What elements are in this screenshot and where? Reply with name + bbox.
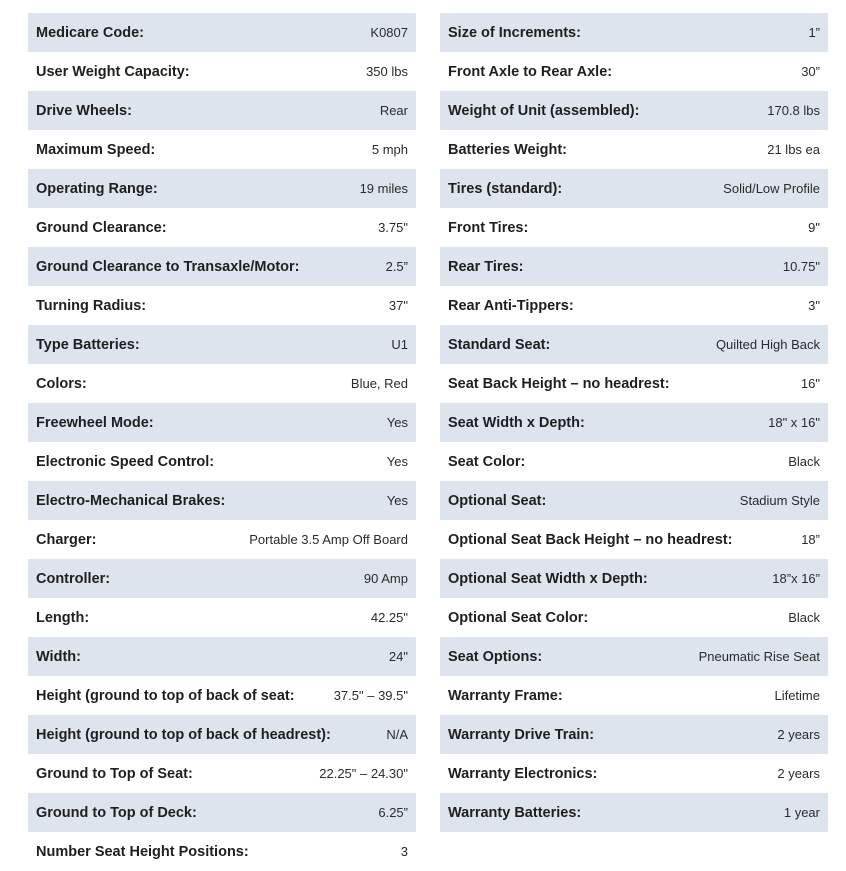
spec-label: Warranty Electronics: <box>448 765 598 782</box>
spec-value: 18”x 16” <box>772 571 820 586</box>
spec-row <box>28 247 416 286</box>
spec-value: 30” <box>801 64 820 79</box>
spec-value: 16" <box>800 376 820 391</box>
spec-label: Weight of Unit (assembled): <box>448 102 640 119</box>
spec-label: Ground to Top of Deck: <box>36 804 197 821</box>
spec-label: Number Seat Height Positions: <box>36 843 249 860</box>
spec-row <box>440 442 828 481</box>
spec-label: Seat Options: <box>448 648 543 665</box>
spec-label: Type Batteries: <box>36 336 140 353</box>
spec-value: Solid/Low Profile <box>723 181 820 196</box>
spec-row <box>28 13 416 52</box>
spec-value: 22.25" – 24.30" <box>319 766 408 781</box>
spec-value: 2 years <box>777 727 820 742</box>
spec-label: Turning Radius: <box>36 297 147 314</box>
spec-value: Rear <box>379 103 408 118</box>
spec-value: 6.25” <box>378 805 408 820</box>
spec-value: 37.5" – 39.5" <box>333 688 408 703</box>
spec-label: Electro-Mechanical Brakes: <box>36 492 226 509</box>
spec-label: Seat Back Height – no headrest: <box>448 375 670 392</box>
spec-row <box>28 325 416 364</box>
spec-value: 90 Amp <box>363 571 408 586</box>
spec-value: 350 lbs <box>366 64 408 79</box>
spec-row <box>28 442 416 481</box>
spec-value: Blue, Red <box>350 376 408 391</box>
spec-row <box>440 13 828 52</box>
spec-label: Maximum Speed: <box>36 141 156 158</box>
spec-row <box>28 598 416 637</box>
spec-label: Warranty Batteries: <box>448 804 582 821</box>
spec-label: Height (ground to top of back of seat: <box>36 687 295 704</box>
spec-label: Operating Range: <box>36 180 158 197</box>
spec-value: 9" <box>808 220 820 235</box>
spec-label: Warranty Drive Train: <box>448 726 595 743</box>
spec-label: User Weight Capacity: <box>36 63 190 80</box>
spec-label: Length: <box>36 609 90 626</box>
spec-row <box>28 208 416 247</box>
spec-row <box>440 286 828 325</box>
spec-row <box>440 754 828 793</box>
spec-row <box>440 676 828 715</box>
spec-value: Black <box>788 454 820 469</box>
spec-label: Standard Seat: <box>448 336 551 353</box>
spec-value: Yes <box>386 493 408 508</box>
spec-value: Portable 3.5 Amp Off Board <box>249 532 408 547</box>
spec-row <box>28 286 416 325</box>
spec-label: Warranty Frame: <box>448 687 563 704</box>
spec-label: Medicare Code: <box>36 24 144 41</box>
spec-label: Charger: <box>36 531 97 548</box>
spec-value: K0807 <box>370 25 408 40</box>
spec-value: 42.25" <box>370 610 408 625</box>
spec-label: Ground to Top of Seat: <box>36 765 193 782</box>
spec-value: Stadium Style <box>739 493 820 508</box>
spec-row <box>28 793 416 832</box>
spec-row <box>28 715 416 754</box>
spec-value: 37" <box>388 298 408 313</box>
spec-value: 21 lbs ea <box>767 142 820 157</box>
spec-value: Quilted High Back <box>715 337 820 352</box>
spec-value: 2 years <box>777 766 820 781</box>
spec-label: Ground Clearance: <box>36 219 167 236</box>
spec-value: 3" <box>808 298 820 313</box>
spec-value: 1 year <box>783 805 820 820</box>
spec-value: Yes <box>386 415 408 430</box>
spec-value: 1” <box>808 25 820 40</box>
specs-table-right <box>440 13 828 832</box>
spec-value: 3.75" <box>378 220 408 235</box>
spec-label: Optional Seat Back Height – no headrest: <box>448 531 733 548</box>
spec-value: U1 <box>391 337 408 352</box>
spec-value: Yes <box>386 454 408 469</box>
spec-row <box>28 403 416 442</box>
spec-label: Colors: <box>36 375 87 392</box>
spec-label: Batteries Weight: <box>448 141 567 158</box>
spec-label: Front Tires: <box>448 219 529 236</box>
spec-label: Optional Seat Width x Depth: <box>448 570 648 587</box>
spec-row <box>440 247 828 286</box>
spec-row <box>440 52 828 91</box>
specs-table-left <box>28 13 416 871</box>
spec-row <box>28 481 416 520</box>
spec-label: Size of Increments: <box>448 24 581 41</box>
spec-row <box>28 559 416 598</box>
spec-row <box>440 169 828 208</box>
spec-row <box>440 598 828 637</box>
spec-row <box>440 91 828 130</box>
spec-label: Height (ground to top of back of headrest): <box>36 726 331 743</box>
spec-label: Controller: <box>36 570 111 587</box>
spec-row <box>440 520 828 559</box>
spec-label: Ground Clearance to Transaxle/Motor: <box>36 258 300 275</box>
spec-value: 170.8 lbs <box>767 103 820 118</box>
spec-value: 19 miles <box>359 181 408 196</box>
spec-row <box>440 481 828 520</box>
spec-row <box>28 520 416 559</box>
spec-label: Optional Seat Color: <box>448 609 589 626</box>
spec-row <box>440 325 828 364</box>
spec-label: Rear Anti-Tippers: <box>448 297 574 314</box>
spec-row <box>28 754 416 793</box>
spec-row <box>440 364 828 403</box>
spec-value: N/A <box>386 727 408 742</box>
spec-row <box>28 364 416 403</box>
spec-value: 5 mph <box>371 142 408 157</box>
spec-row <box>440 637 828 676</box>
spec-value: 18" x 16" <box>768 415 820 430</box>
spec-label: Rear Tires: <box>448 258 524 275</box>
spec-row <box>440 715 828 754</box>
spec-row <box>440 793 828 832</box>
spec-row <box>28 169 416 208</box>
spec-value: 24" <box>388 649 408 664</box>
spec-label: Width: <box>36 648 81 665</box>
spec-value: Black <box>788 610 820 625</box>
spec-row <box>28 130 416 169</box>
spec-row <box>440 559 828 598</box>
spec-row <box>440 403 828 442</box>
spec-label: Optional Seat: <box>448 492 547 509</box>
spec-row <box>28 637 416 676</box>
spec-value: 3 <box>400 844 408 859</box>
spec-label: Drive Wheels: <box>36 102 132 119</box>
spec-label: Freewheel Mode: <box>36 414 154 431</box>
spec-row <box>440 208 828 247</box>
spec-row <box>28 52 416 91</box>
spec-row <box>28 91 416 130</box>
spec-label: Electronic Speed Control: <box>36 453 215 470</box>
spec-label: Seat Width x Depth: <box>448 414 585 431</box>
spec-value: 18” <box>801 532 820 547</box>
spec-label: Front Axle to Rear Axle: <box>448 63 613 80</box>
spec-row <box>28 676 416 715</box>
spec-row <box>28 832 416 871</box>
spec-value: Pneumatic Rise Seat <box>698 649 820 664</box>
spec-value: 2.5” <box>385 259 408 274</box>
spec-value: Lifetime <box>774 688 820 703</box>
spec-label: Tires (standard): <box>448 180 563 197</box>
spec-row <box>440 130 828 169</box>
spec-value: 10.75" <box>782 259 820 274</box>
spec-label: Seat Color: <box>448 453 526 470</box>
